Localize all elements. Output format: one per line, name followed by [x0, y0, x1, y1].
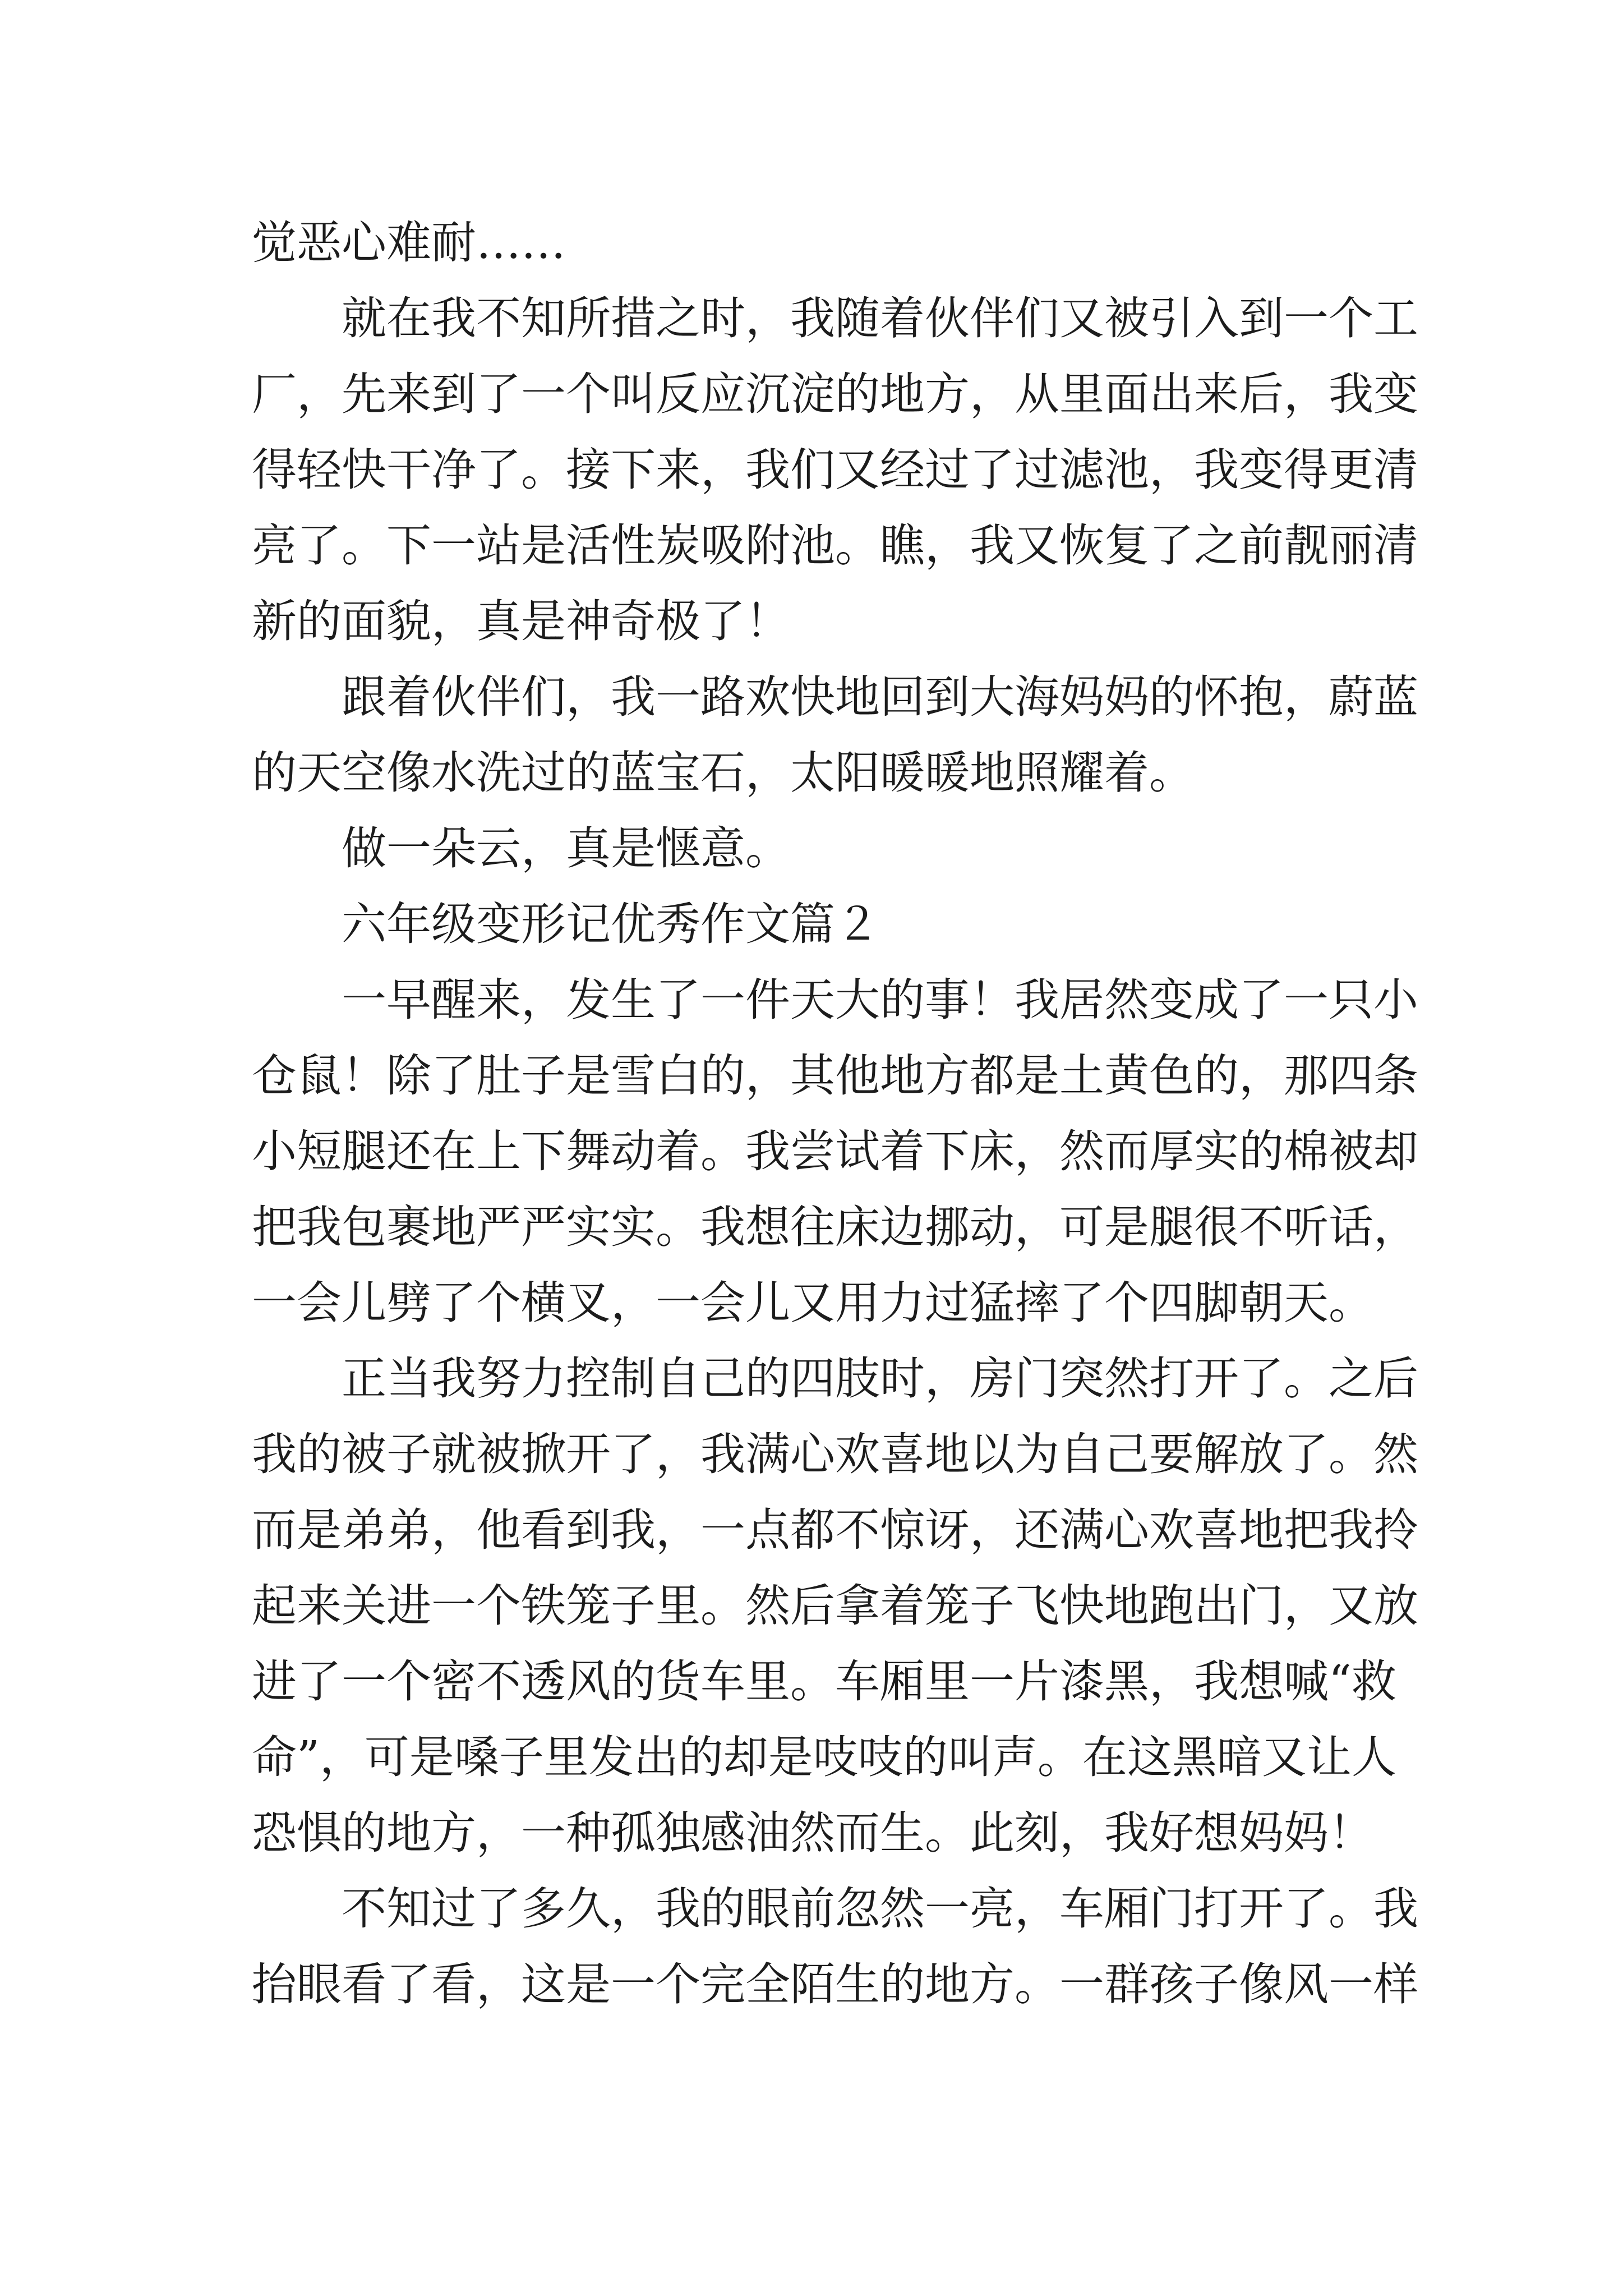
text-line: 进了一个密不透风的货车里。车厢里一片漆黑，我想喊“救 — [252, 1655, 1396, 1708]
text-line: 一早醒来，发生了一件天大的事！我居然变成了一只小 — [342, 974, 1418, 1026]
text-line: 跟着伙伴们，我一路欢快地回到大海妈妈的怀抱，蔚蓝 — [342, 671, 1418, 723]
text-line: 就在我不知所措之时，我随着伙伴们又被引入到一个工 — [342, 292, 1418, 344]
text-line: 我的被子就被掀开了，我满心欢喜地以为自己要解放了。然 — [252, 1428, 1418, 1480]
paragraph — [252, 1341, 1418, 1871]
paragraph — [252, 811, 1390, 886]
text-line: 得轻快干净了。接下来，我们又经过了过滤池，我变得更清 — [252, 444, 1418, 496]
text-line: 亮了。下一站是活性炭吸附池。瞧，我又恢复了之前靓丽清 — [252, 519, 1418, 572]
paragraph — [252, 659, 1418, 811]
text-line: 一会儿劈了个横叉，一会儿又用力过猛摔了个四脚朝天。 — [252, 1277, 1373, 1329]
paragraph — [252, 205, 1390, 280]
text-line: 觉恶心难耐…… — [252, 217, 566, 269]
paragraph — [252, 1871, 1418, 2022]
text-line: 把我包裹地严严实实。我想往床边挪动，可是腿很不听话， — [252, 1201, 1418, 1253]
text-line: 而是弟弟，他看到我，一点都不惊讶，还满心欢喜地把我拎 — [252, 1504, 1418, 1556]
text-line: 命”，可是嗓子里发出的却是吱吱的叫声。在这黑暗又让人 — [252, 1731, 1396, 1783]
text-line: 的天空像水洗过的蓝宝石，太阳暖暖地照耀着。 — [252, 747, 1194, 799]
section-heading — [252, 886, 1390, 962]
text-line: 起来关进一个铁笼子里。然后拿着笼子飞快地跑出门，又放 — [252, 1580, 1418, 1632]
text-line: 小短腿还在上下舞动着。我尝试着下床，然而厚实的棉被却 — [252, 1125, 1418, 1177]
text-line: 恐惧的地方，一种孤独感油然而生。此刻，我好想妈妈！ — [252, 1807, 1373, 1859]
paragraph — [252, 962, 1418, 1341]
text-line: 厂，先来到了一个叫反应沉淀的地方，从里面出来后，我变 — [252, 368, 1418, 420]
text-line: 仓鼠！除了肚子是雪白的，其他地方都是土黄色的，那四条 — [252, 1050, 1418, 1102]
text-line: 新的面貌，真是神奇极了！ — [252, 595, 790, 647]
text-line: 不知过了多久，我的眼前忽然一亮，车厢门打开了。我 — [342, 1883, 1418, 1935]
paragraph — [252, 280, 1418, 659]
heading-text: 六年级变形记优秀作文篇２ — [342, 898, 880, 950]
text-line: 做一朵云，真是惬意。 — [342, 822, 790, 875]
document-body — [252, 205, 1418, 2022]
text-line: 正当我努力控制自己的四肢时，房门突然打开了。之后 — [342, 1352, 1418, 1405]
text-line: 抬眼看了看，这是一个完全陌生的地方。一群孩子像风一样 — [252, 1958, 1418, 2010]
